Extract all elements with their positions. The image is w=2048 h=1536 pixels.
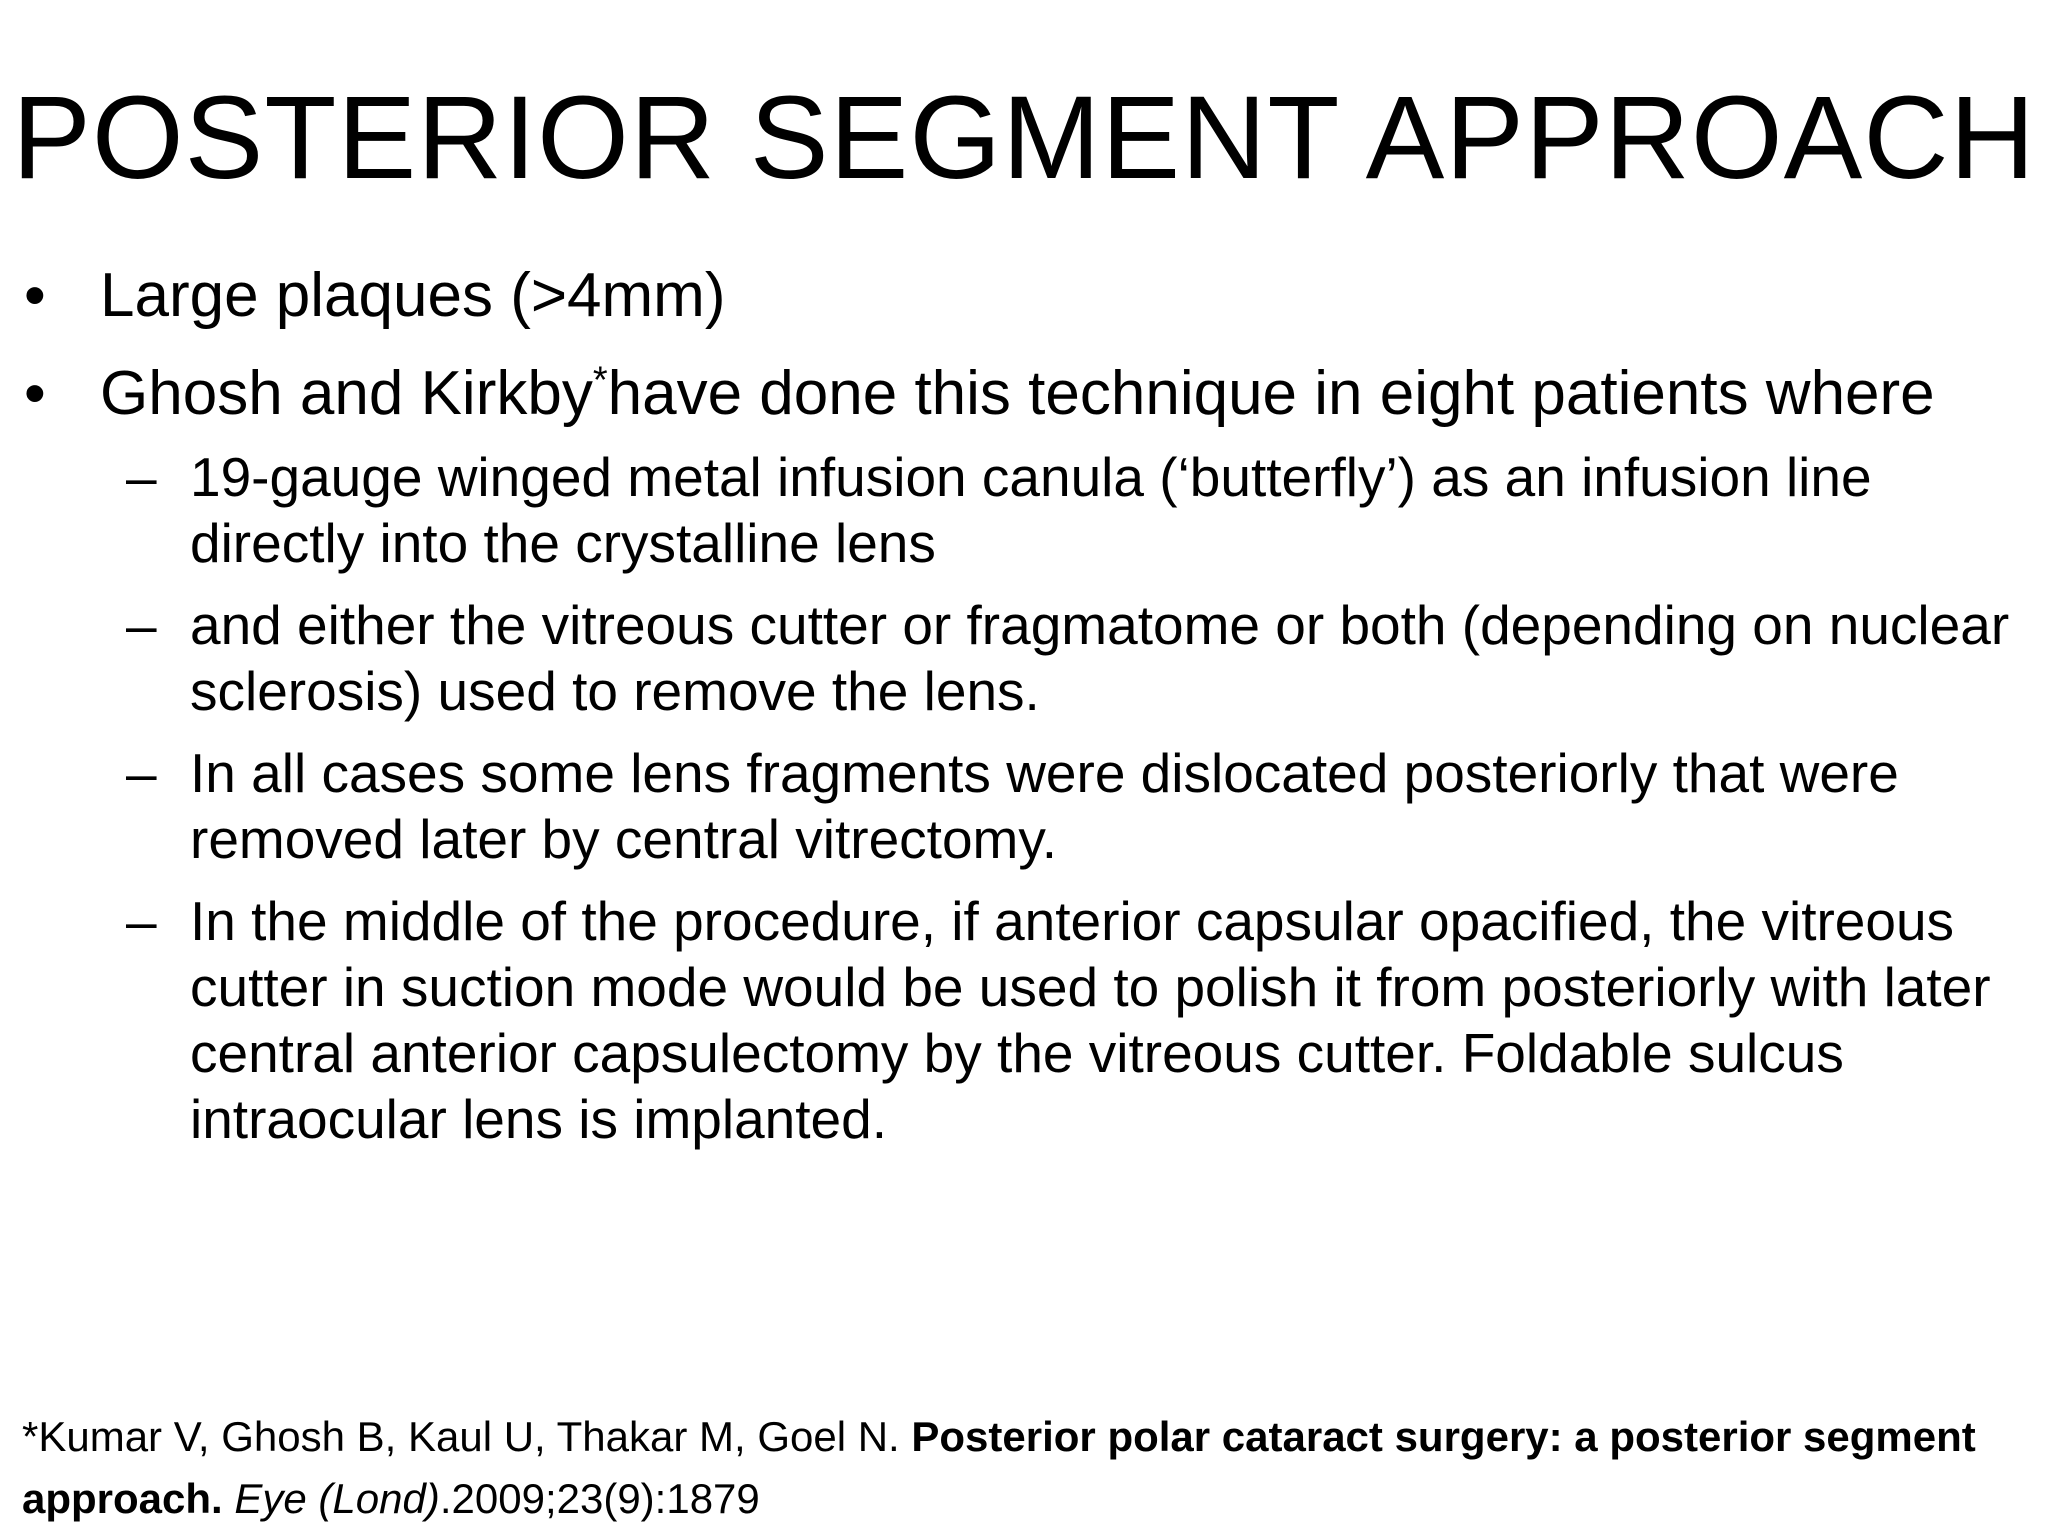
sub-bullet-item bbox=[126, 592, 2028, 724]
bullet-text: Large plaques (>4mm) bbox=[100, 261, 726, 330]
dash-icon: – bbox=[126, 742, 157, 804]
sub-bullet-text: In all cases some lens fragments were dislocated posteriorly that were removed later by central vitrectomy. bbox=[190, 742, 1899, 870]
footnote-citation: .2009;23(9):1879 bbox=[439, 1475, 760, 1522]
dash-icon: – bbox=[126, 594, 157, 656]
footnote-authors: *Kumar V, Ghosh B, Kaul U, Thakar M, Goel N. bbox=[22, 1413, 912, 1460]
sub-bullet-text: In the middle of the procedure, if anterior capsular opacified, the vitreous cutter in suction mode would be used to polish it from posteriorly with later central anterior capsulectomy by the vitreous cutter. Foldable sulcus intraocular lens is implanted. bbox=[190, 890, 1991, 1150]
reference-mark: * bbox=[592, 359, 608, 402]
bullet-dot-icon: • bbox=[24, 261, 46, 330]
sub-bullet-item bbox=[126, 888, 2028, 1152]
sub-bullet-list bbox=[126, 444, 2028, 1152]
sub-bullet-item bbox=[126, 740, 2028, 872]
sub-bullet-item bbox=[126, 444, 2028, 576]
bullet-text-continued: have done this technique in eight patients where bbox=[607, 359, 1935, 428]
slide-title: POSTERIOR SEGMENT APPROACH bbox=[12, 72, 2036, 204]
bullet-item bbox=[18, 262, 2028, 330]
bullet-text: Ghosh and Kirkby bbox=[100, 359, 593, 428]
footnote-journal: Eye (Lond) bbox=[234, 1475, 440, 1522]
dash-icon: – bbox=[126, 446, 157, 508]
dash-icon: – bbox=[126, 890, 157, 952]
bullet-dot-icon: • bbox=[24, 359, 46, 428]
bullet-item bbox=[18, 360, 2028, 428]
slide-body bbox=[18, 262, 2028, 1168]
footnote-article-title: Posterior polar cataract surgery: a posterior segment approach. bbox=[22, 1413, 1976, 1522]
sub-bullet-text: and either the vitreous cutter or fragmatome or both (depending on nuclear sclerosis) used to remove the lens. bbox=[190, 594, 2010, 722]
reference-footnote bbox=[22, 1406, 2012, 1530]
sub-bullet-text: 19-gauge winged metal infusion canula (‘butterfly’) as an infusion line directly into the crystalline lens bbox=[190, 446, 1872, 574]
